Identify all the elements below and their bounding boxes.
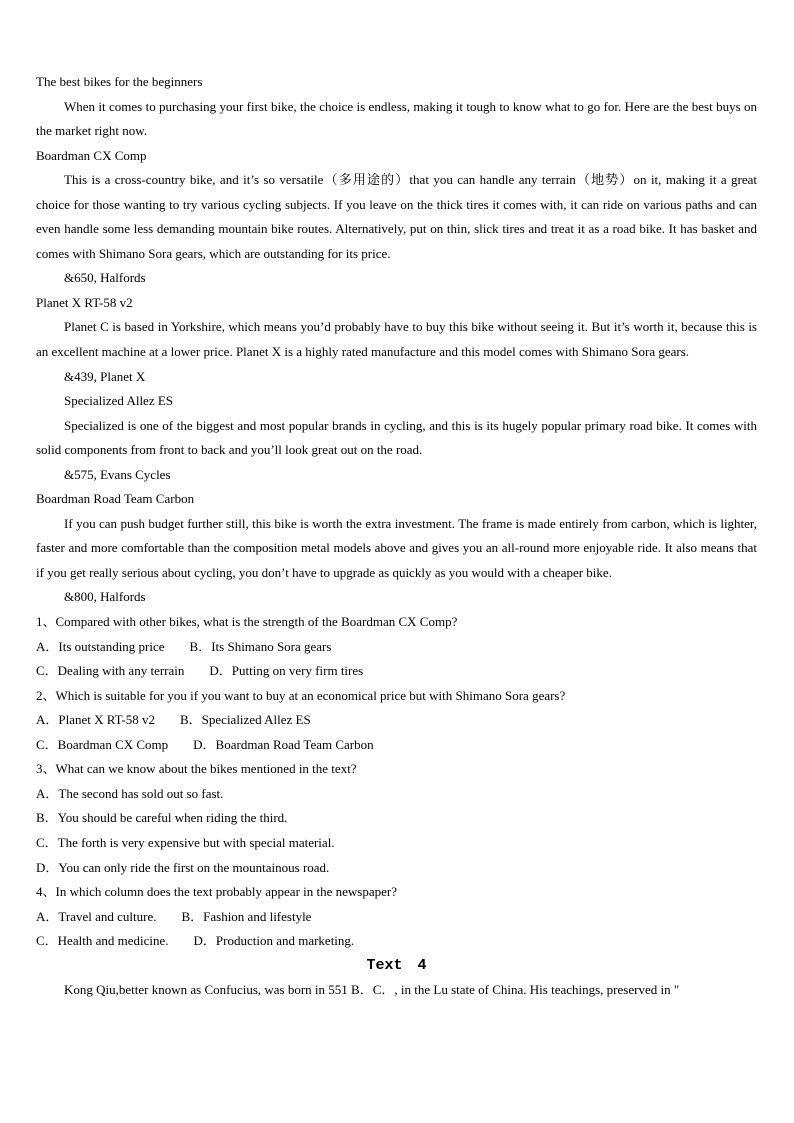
option-4b: B．Fashion and lifestyle <box>181 908 312 924</box>
section-body-specialized-allez: Specialized is one of the biggest and most popular brands in cycling, and this is its hugely popular primary road bike. It comes with solid components from front to back and you’ll look great out on the road. <box>36 417 757 458</box>
price-line-boardman-road-team: &800, Halfords <box>64 589 146 605</box>
next-text-heading: Text 4 <box>366 956 427 974</box>
section-body-boardman-cx-comp: This is a cross-country bike, and it’s so versatile（多用途的）that you can handle any terrain（地势）on it, making it a great choice for those wanting to try various cycling subjects. If you leave on the thick tires it comes with, it can ride on various paths and can even handle some less demanding mountain bike routes. Alternatively, put on thin, slick tires and treat it as a road bike. It has basket and comes with Shimano Sora gears, which are outstanding for its price. <box>36 172 757 261</box>
price-line-planet-x: &439, Planet X <box>64 368 146 384</box>
section-body-boardman-road-team: If you can push budget further still, this bike is worth the extra investment. The frame is made entirely from carbon, which is lighter, faster and more comfortable than the composition metal models above and gives you an all-round more enjoyable ride. It also means that if you get really serious about cycling, you don’t have to upgrade as quickly as you would with a cheaper bike. <box>36 515 757 580</box>
option-1b: B．Its Shimano Sora gears <box>189 638 332 654</box>
option-1c: C．Dealing with any terrain <box>36 663 185 679</box>
option-3b: B．You should be careful when riding the third. <box>36 810 288 826</box>
option-3d: D．You can only ride the first on the mountainous road. <box>36 859 330 875</box>
option-2a: A．Planet X RT-58 v2 <box>36 712 155 728</box>
next-text-first-line: Kong Qiu,better known as Confucius, was born in 551 B．C．, in the Lu state of China. His teachings, preserved in " <box>64 982 680 998</box>
question-3-option-b <box>36 806 757 831</box>
section-heading-planet-x: Planet X RT-58 v2 <box>36 294 133 310</box>
question-4-options-row-1 <box>36 905 757 930</box>
option-3a: A．The second has sold out so fast. <box>36 785 224 801</box>
option-3c: C．The forth is very expensive but with special material. <box>36 834 335 850</box>
article-title: The best bikes for the beginners <box>36 74 203 89</box>
question-3-option-d <box>36 856 757 881</box>
article-intro: When it comes to purchasing your first bike, the choice is endless, making it tough to know what to go for. Here are the best buys on the market right now. <box>36 98 757 139</box>
question-1-options-row-2 <box>36 659 757 684</box>
question-1-options-row-1 <box>36 635 757 660</box>
price-line-boardman-cx-comp: &650, Halfords <box>64 270 146 286</box>
option-4d: D．Production and marketing. <box>193 933 355 949</box>
section-heading-boardman-cx-comp: Boardman CX Comp <box>36 147 147 163</box>
option-4a: A．Travel and culture. <box>36 908 157 924</box>
option-2d: D．Boardman Road Team Carbon <box>193 736 374 752</box>
question-2-stem: 2、Which is suitable for you if you want to buy at an economical price but with Shimano Sora gears? <box>36 687 566 703</box>
question-3-option-c <box>36 831 757 856</box>
question-4-stem: 4、In which column does the text probably appear in the newspaper? <box>36 884 397 900</box>
section-body-planet-x: Planet C is based in Yorkshire, which means you’d probably have to buy this bike without seeing it. But it’s worth it, because this is an excellent machine at a lower price. Planet X is a highly rated manufacture and this model comes with Shimano Sora gears. <box>36 319 757 360</box>
question-3-option-a <box>36 782 757 807</box>
option-2b: B．Specialized Allez ES <box>180 712 311 728</box>
option-1a: A．Its outstanding price <box>36 638 165 654</box>
price-line-specialized-allez: &575, Evans Cycles <box>64 466 171 482</box>
option-4c: C．Health and medicine. <box>36 933 169 949</box>
option-1d: D．Putting on very firm tires <box>209 663 364 679</box>
question-4-options-row-2 <box>36 929 757 954</box>
question-1-stem: 1、Compared with other bikes, what is the strength of the Boardman CX Comp? <box>36 614 458 630</box>
question-2-options-row-2 <box>36 733 757 758</box>
question-3-stem: 3、What can we know about the bikes mentioned in the text? <box>36 761 357 777</box>
section-heading-specialized-allez: Specialized Allez ES <box>64 393 174 409</box>
question-2-options-row-1 <box>36 708 757 733</box>
option-2c: C．Boardman CX Comp <box>36 736 169 752</box>
section-heading-boardman-road-team: Boardman Road Team Carbon <box>36 491 195 507</box>
